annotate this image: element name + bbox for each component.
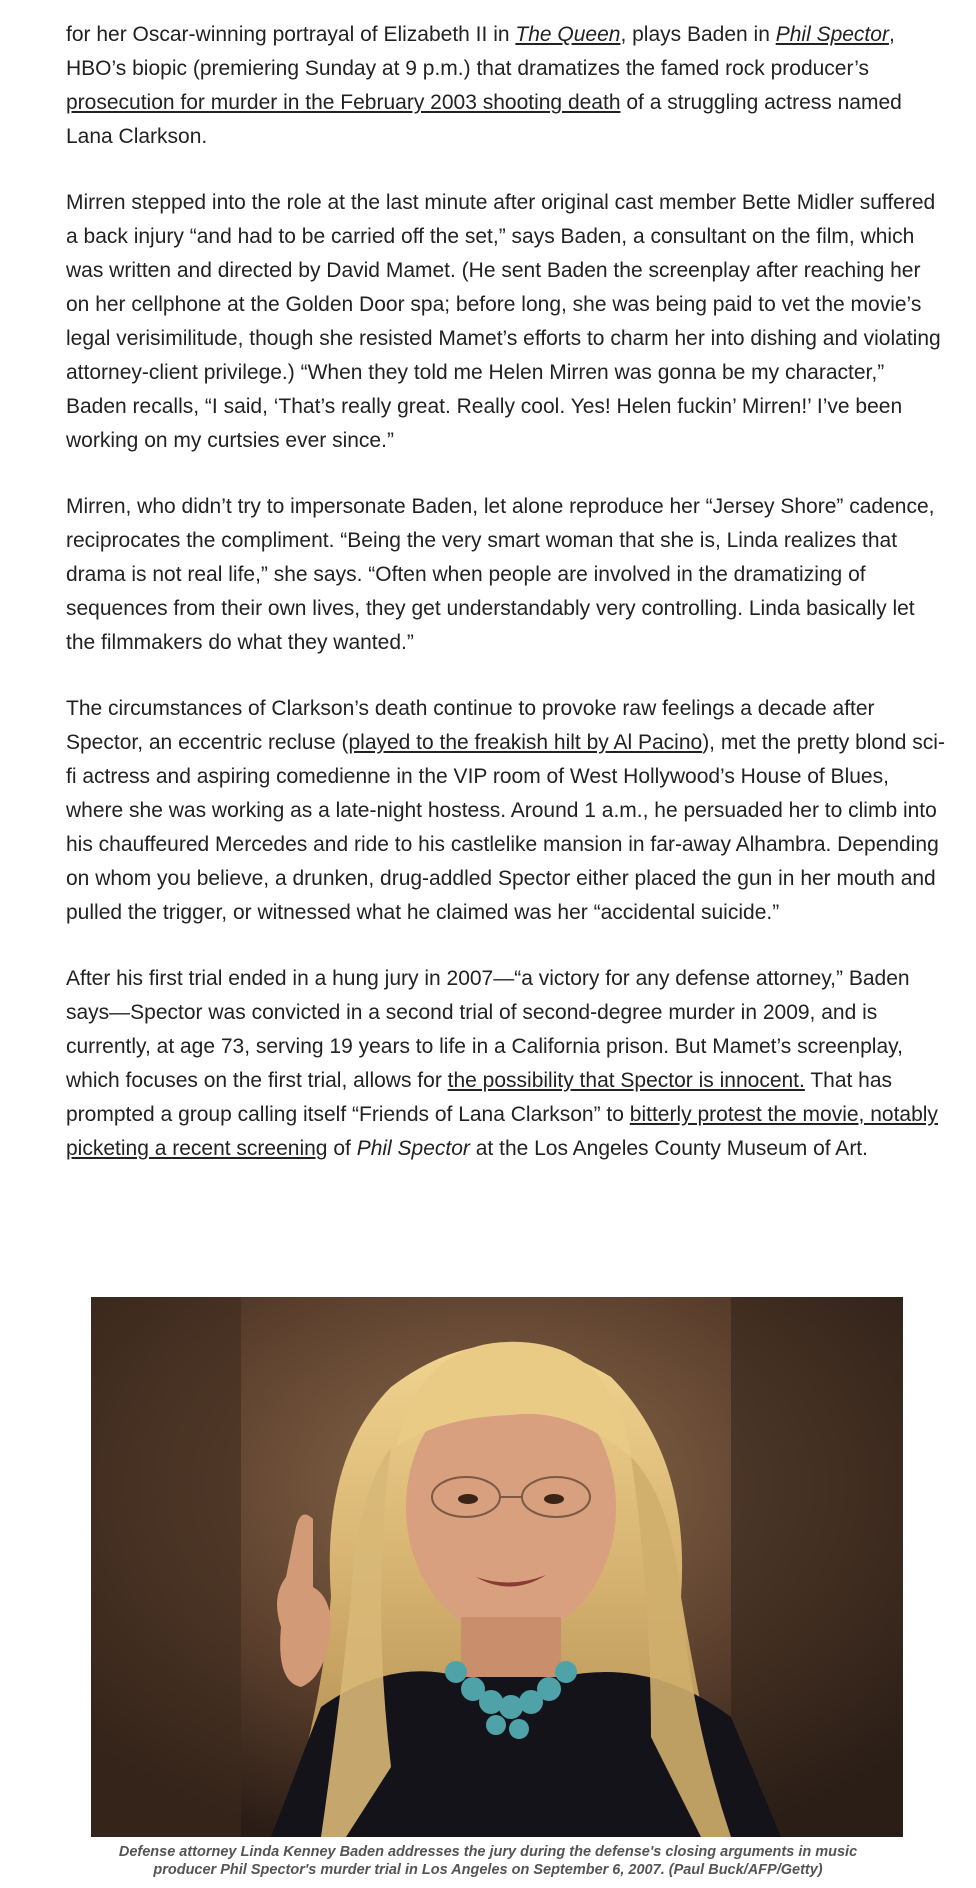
inline-link[interactable]: bitterly protest the movie, notably picketing a recent screening — [66, 1103, 938, 1160]
inline-link[interactable]: Phil Spector — [775, 23, 889, 46]
body-text: for her Oscar-winning portrayal of Elizabeth II in — [66, 23, 516, 46]
body-text: The circumstances of Clarkson’s death continue to provoke raw feelings a decade after Spector, an eccentric recluse ( — [66, 697, 875, 754]
italic-title-text: Phil Spector — [356, 1137, 470, 1160]
paragraph-2 — [66, 186, 946, 458]
article-photo — [91, 1297, 903, 1837]
body-text: of a struggling actress named Lana Clarkson. — [66, 91, 902, 148]
caption-line-1: Defense attorney Linda Kenney Baden addresses the jury during the defense's closing arguments in music — [118, 1844, 858, 1860]
article-body — [66, 18, 946, 1198]
paragraph-1 — [66, 18, 946, 154]
body-text: of — [327, 1137, 357, 1160]
inline-link[interactable]: The Queen — [515, 23, 621, 46]
caption-line-2: producer Phil Spector's murder trial in Los Angeles on September 6, 2007. (Paul Buck/AFP/Getty) — [153, 1862, 823, 1878]
inline-link[interactable]: played to the freakish hilt by Al Pacino — [348, 731, 703, 754]
photo-caption — [40, 1843, 936, 1879]
body-text: That has prompted a group calling itself “Friends of Lana Clarkson” to — [66, 1069, 893, 1126]
body-text: ), met the pretty blond sci-fi actress and aspiring comedienne in the VIP room of West Hollywood’s House of Blues, where she was working as a late-night hostess. Around 1 a.m., he persuaded her to climb into his chauffeured Mercedes and ride to his castlelike mansion in far-away Alhambra. Depending on whom you believe, a drunken, drug-addled Spector either placed the gun in her mouth and pulled the trigger, or witnessed what he claimed was her “accidental suicide.” — [66, 731, 945, 924]
body-text: After his first trial ended in a hung jury in 2007—“a victory for any defense attorney,” Baden says—Spector was convicted in a second trial of second-degree murder in 2009, and is currently, at age 73, serving 19 years to life in a California prison. But Mamet’s screenplay, which focuses on the first trial, allows for — [66, 967, 910, 1092]
body-text: , HBO’s biopic (premiering Sunday at 9 p.m.) that dramatizes the famed rock producer’s — [66, 23, 895, 80]
body-text: , plays Baden in — [620, 23, 776, 46]
inline-link[interactable]: prosecution for murder in the February 2003 shooting death — [66, 91, 621, 114]
photo-illustration — [91, 1297, 903, 1837]
body-text: Mirren, who didn’t try to impersonate Baden, let alone reproduce her “Jersey Shore” cadence, reciprocates the compliment. “Being the very smart woman that she is, Linda realizes that drama is not real life,” she says. “Often when people are involved in the dramatizing of sequences from their own lives, they get understandably very controlling. Linda basically let the filmmakers do what they wanted.” — [66, 495, 935, 654]
paragraph-4 — [66, 692, 946, 930]
body-text: Mirren stepped into the role at the last minute after original cast member Bette Midler suffered a back injury “and had to be carried off the set,” says Baden, a consultant on the film, which was written and directed by David Mamet. (He sent Baden the screenplay after reaching her on her cellphone at the Golden Door spa; before long, she was being paid to vet the movie’s legal verisimilitude, though she resisted Mamet’s efforts to charm her into dishing and violating attorney-client privilege.) “When they told me Helen Mirren was gonna be my character,” Baden recalls, “I said, ‘That’s really great. Really cool. Yes! Helen fuckin’ Mirren!’ I’ve been working on my curtsies ever since.” — [66, 191, 941, 452]
body-text: at the Los Angeles County Museum of Art. — [469, 1137, 868, 1160]
paragraph-5 — [66, 962, 946, 1166]
inline-link[interactable]: the possibility that Spector is innocent. — [447, 1069, 805, 1092]
paragraph-3 — [66, 490, 946, 660]
